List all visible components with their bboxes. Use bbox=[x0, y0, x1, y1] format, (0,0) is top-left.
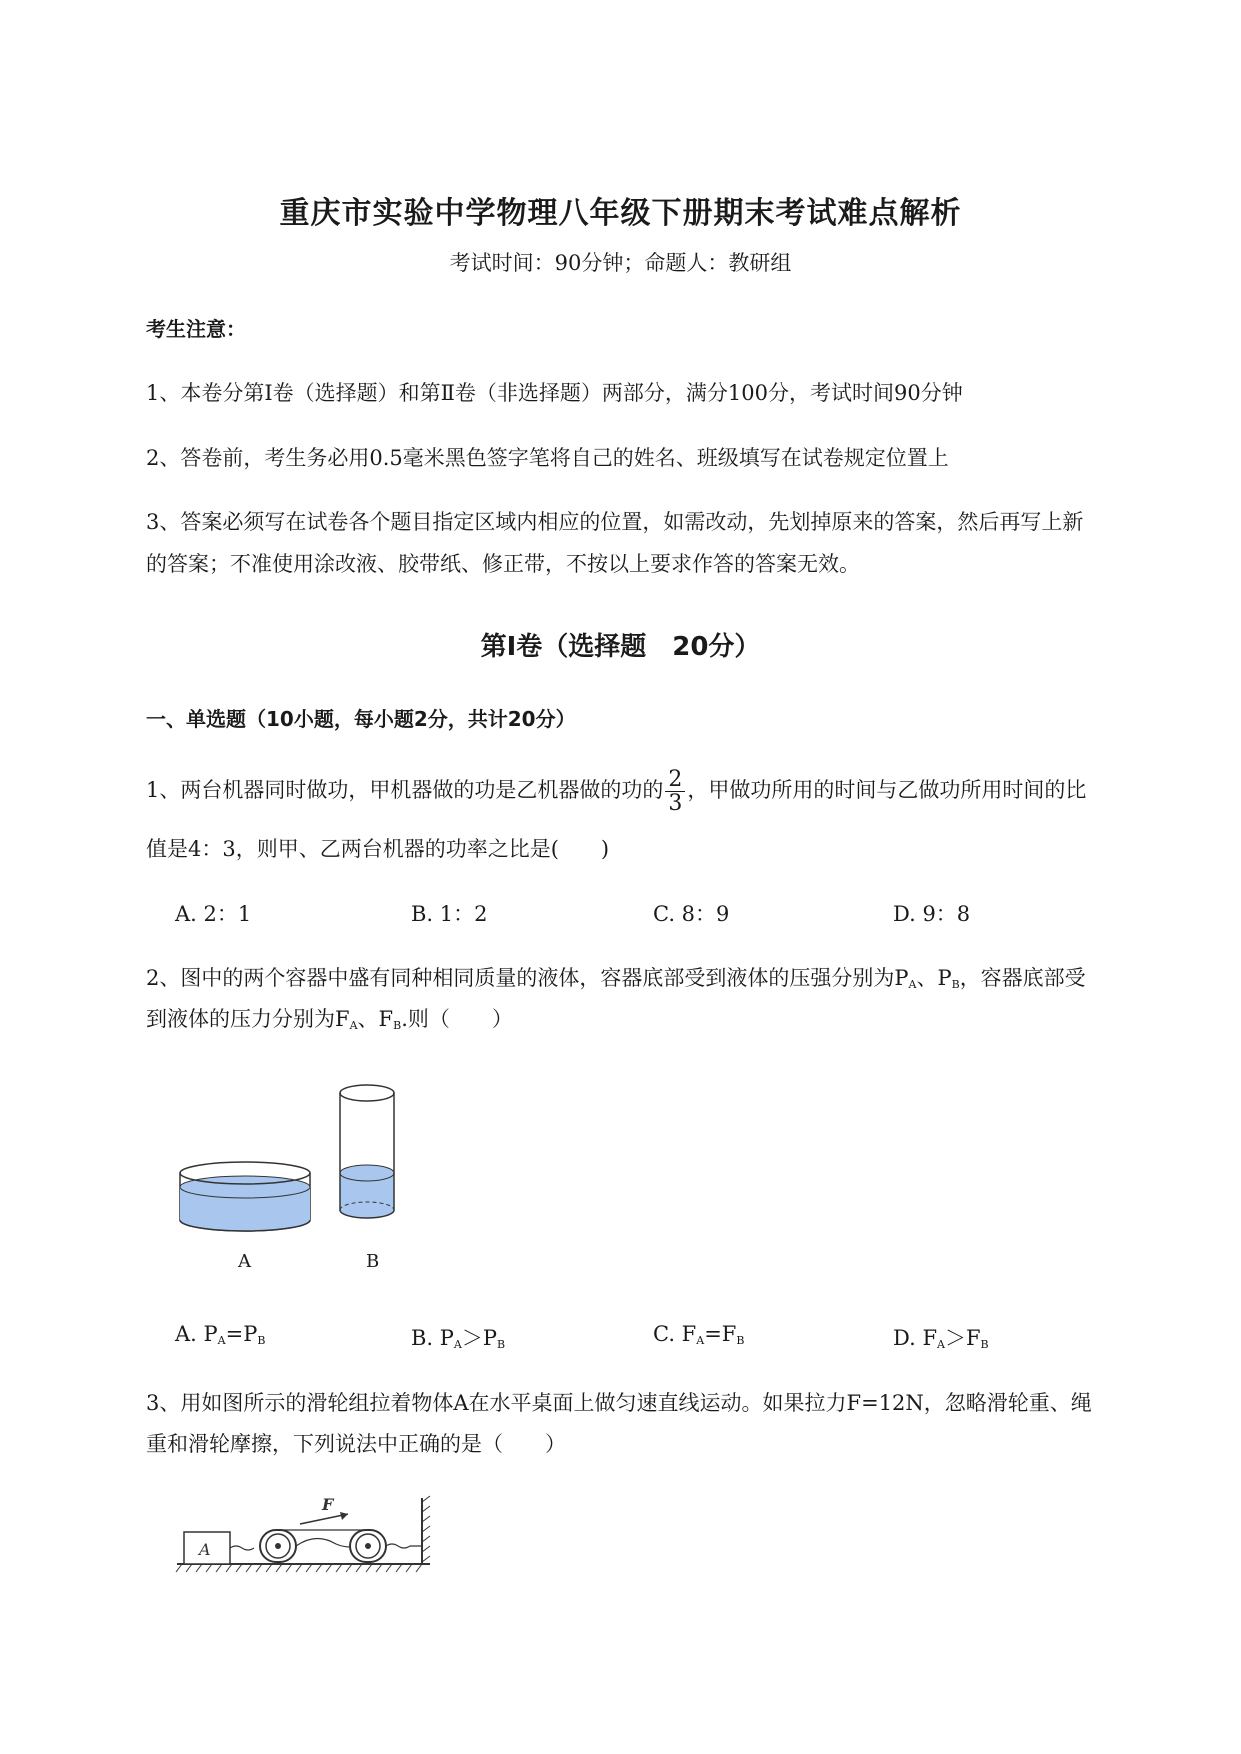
q2-option-c[interactable] bbox=[653, 1322, 744, 1347]
q3-figure-label-f: F bbox=[322, 1495, 334, 1514]
q2-option-d-pre: D. F bbox=[893, 1326, 938, 1350]
pulley-2 bbox=[350, 1530, 386, 1562]
q2-option-d-sub-1: A bbox=[937, 1338, 945, 1351]
section-title: 第I卷（选择题 20分） bbox=[480, 632, 761, 662]
q1-text-before: 1、两台机器同时做功，甲机器做的功是乙机器做的功的 bbox=[146, 778, 664, 803]
q2-line-1-sub-b: B bbox=[951, 978, 960, 991]
q3-figure-label-a: A bbox=[199, 1540, 211, 1559]
q2-line-1-text-b: 、P bbox=[916, 966, 952, 990]
q2-line-2-sub-a: A bbox=[349, 1019, 358, 1032]
q2-line-1 bbox=[146, 962, 1086, 992]
q3-line-1: 3、用如图所示的滑轮组拉着物体A在水平桌面上做匀速直线运动。如果拉力F=12N，忽略滑轮重、绳 bbox=[146, 1391, 1092, 1415]
q2-line-2-text-c: .则（ ） bbox=[401, 1007, 513, 1031]
notice-item-3-line-1: 3、答案必须写在试卷各个题目指定区域内相应的位置，如需改动，先划掉原来的答案，然后再写上新 bbox=[146, 510, 1084, 534]
q2-option-c-sub-1: A bbox=[696, 1334, 705, 1347]
q1-line-1 bbox=[146, 768, 1086, 815]
force-arrow bbox=[300, 1514, 348, 1524]
part-heading: 一、单选题（10小题，每小题2分，共计20分） bbox=[146, 707, 576, 731]
q2-option-d-mid: ＞F bbox=[944, 1326, 981, 1350]
q2-option-a-pre: A. P bbox=[175, 1322, 218, 1346]
q2-figure-label-b: B bbox=[366, 1251, 380, 1272]
liquid-b-surface bbox=[340, 1165, 394, 1181]
notice-item-2: 2、答卷前，考生务必用0.5毫米黑色签字笔将自己的姓名、班级填写在试卷规定位置上 bbox=[146, 446, 949, 470]
ground-hatching bbox=[176, 1564, 422, 1572]
exam-info: 考试时间：90分钟；命题人：教研组 bbox=[449, 251, 792, 275]
q2-line-2-sub-b: B bbox=[393, 1019, 402, 1032]
q2-figure-label-a: A bbox=[238, 1251, 251, 1272]
liquid-a-surface bbox=[180, 1176, 310, 1198]
container-a bbox=[180, 1162, 310, 1231]
q1-text-after: ，甲做功所用的时间与乙做功所用时间的比 bbox=[687, 778, 1087, 803]
q1-fraction bbox=[665, 768, 685, 815]
page-title: 重庆市实验中学物理八年级下册期末考试难点解析 bbox=[279, 196, 962, 231]
wall-hatching bbox=[422, 1496, 430, 1562]
notice-heading: 考生注意： bbox=[146, 317, 246, 341]
q2-option-b-mid: ＞P bbox=[461, 1326, 498, 1350]
notice-item-1: 1、本卷分第I卷（选择题）和第Ⅱ卷（非选择题）两部分，满分100分，考试时间90分钟 bbox=[146, 381, 963, 405]
q2-line-1-text-a: 2、图中的两个容器中盛有同种相同质量的液体，容器底部受到液体的压强分别为P bbox=[146, 966, 909, 990]
q2-option-a-sub-1: A bbox=[217, 1334, 226, 1347]
q1-option-b[interactable]: B. 1：2 bbox=[411, 902, 488, 926]
q2-option-a-mid: =P bbox=[225, 1322, 258, 1346]
q1-line-2: 值是4：3，则甲、乙两台机器的功率之比是( ) bbox=[146, 837, 610, 861]
q2-option-c-mid: =F bbox=[704, 1322, 737, 1346]
q2-line-2-text-b: 、F bbox=[357, 1007, 394, 1031]
notice-item-3-line-2: 的答案；不准使用涂改液、胶带纸、修正带，不按以上要求作答的答案无效。 bbox=[146, 552, 860, 576]
q1-option-d[interactable]: D. 9：8 bbox=[893, 902, 971, 926]
q2-line-1-sub-a: A bbox=[908, 978, 917, 991]
q2-option-d-sub-2: B bbox=[980, 1338, 989, 1351]
q2-option-a[interactable] bbox=[175, 1322, 265, 1347]
q2-option-c-sub-2: B bbox=[736, 1334, 745, 1347]
q3-line-2: 重和滑轮摩擦，下列说法中正确的是（ ） bbox=[146, 1432, 566, 1456]
q2-option-b-sub-1: A bbox=[453, 1338, 462, 1351]
pulley-1 bbox=[260, 1530, 296, 1562]
q2-containers-figure bbox=[170, 1075, 420, 1275]
q1-option-a[interactable]: A. 2：1 bbox=[175, 902, 252, 926]
q2-line-2-text-a: 到液体的压力分别为F bbox=[146, 1007, 350, 1031]
q2-line-2 bbox=[146, 1003, 513, 1033]
q2-line-1-text-c: ，容器底部受 bbox=[959, 966, 1086, 990]
q1-fraction-denominator: 3 bbox=[668, 791, 683, 817]
q1-option-c[interactable]: C. 8：9 bbox=[653, 902, 730, 926]
q2-option-b[interactable] bbox=[411, 1322, 505, 1352]
q2-option-a-sub-2: B bbox=[257, 1334, 266, 1347]
q2-option-d[interactable] bbox=[893, 1322, 989, 1352]
q1-fraction-numerator: 2 bbox=[665, 768, 685, 792]
q3-pulley-figure bbox=[172, 1490, 442, 1580]
q2-option-b-pre: B. P bbox=[411, 1326, 454, 1350]
q2-option-b-sub-2: B bbox=[497, 1338, 506, 1351]
container-b bbox=[340, 1085, 394, 1218]
q2-option-c-pre: C. F bbox=[653, 1322, 697, 1346]
